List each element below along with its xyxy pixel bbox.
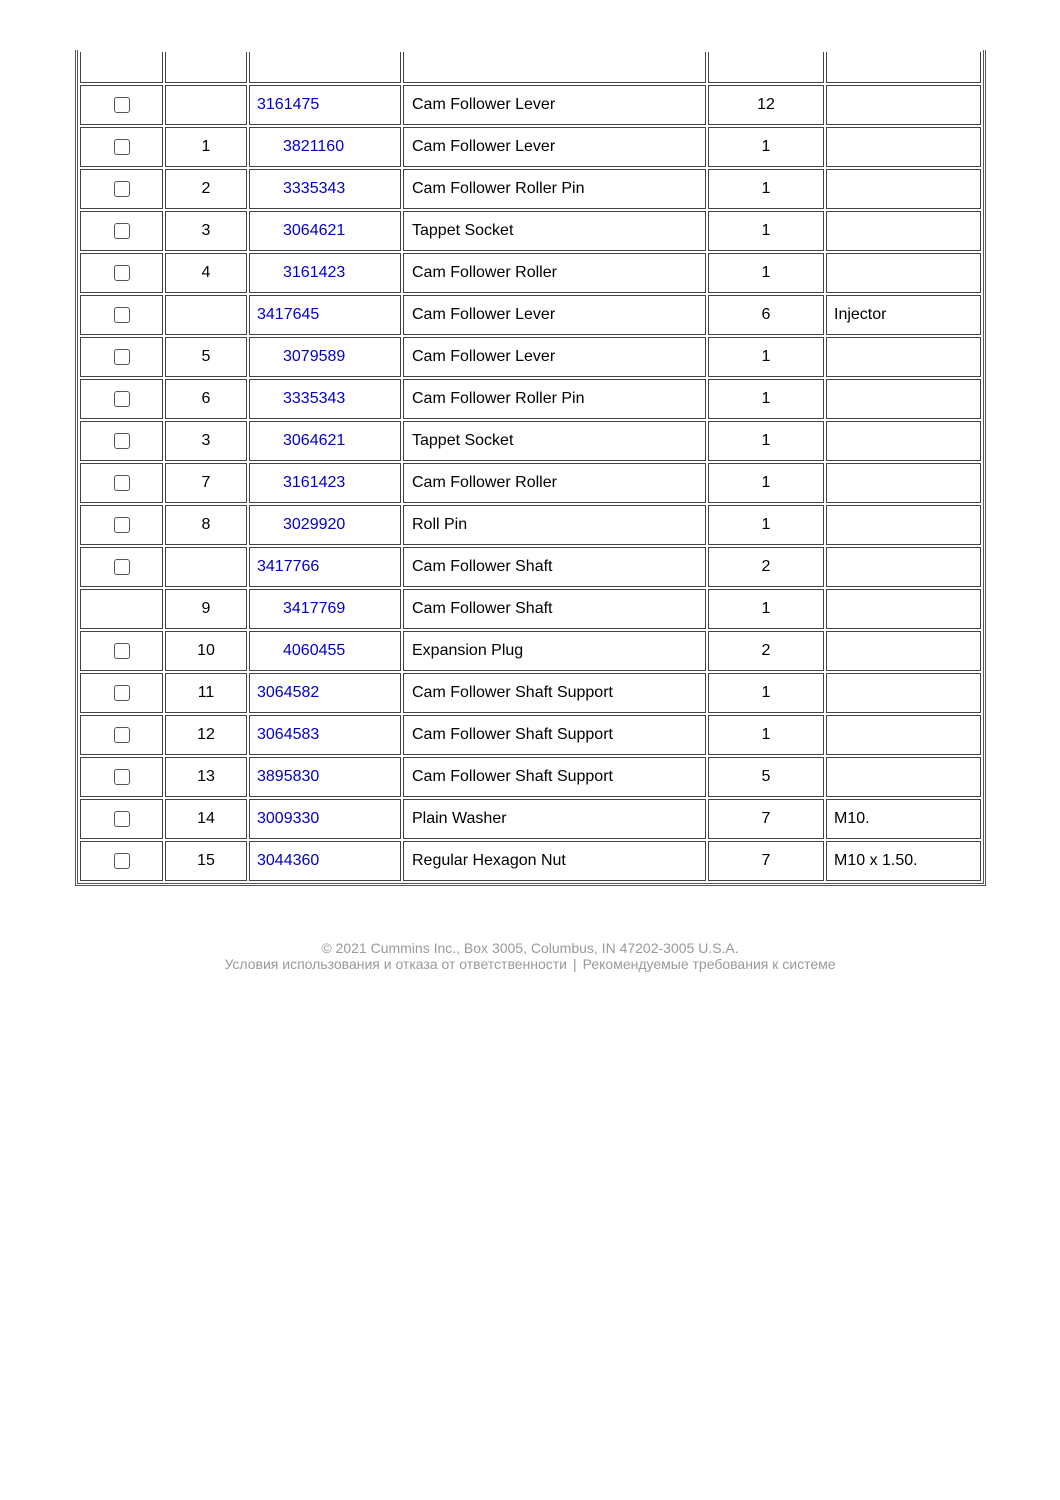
cell-select — [80, 169, 163, 209]
cell-description: Regular Hexagon Nut — [403, 841, 706, 881]
part-number-link[interactable]: 3079589 — [283, 348, 346, 365]
cell-notes — [826, 379, 981, 419]
cell-select — [80, 547, 163, 587]
cell-quantity: 1 — [708, 463, 824, 503]
cell-empty — [249, 52, 401, 83]
cell-quantity: 1 — [708, 253, 824, 293]
cell-ref-number: 7 — [165, 463, 247, 503]
parts-table-container — [75, 50, 986, 886]
table-row — [80, 547, 981, 587]
row-select-checkbox[interactable] — [114, 643, 130, 659]
cell-notes — [826, 463, 981, 503]
table-row — [80, 799, 981, 839]
cell-part-number — [249, 757, 401, 797]
cell-ref-number: 13 — [165, 757, 247, 797]
cell-quantity: 1 — [708, 127, 824, 167]
cell-description: Roll Pin — [403, 505, 706, 545]
cell-select — [80, 463, 163, 503]
cell-part-number — [249, 169, 401, 209]
part-number-link[interactable]: 3161423 — [283, 474, 346, 491]
cell-empty — [403, 52, 706, 83]
cell-select — [80, 211, 163, 251]
cell-description: Tappet Socket — [403, 211, 706, 251]
cell-ref-number: 12 — [165, 715, 247, 755]
terms-link[interactable]: Условия использования и отказа от ответственности — [224, 956, 567, 972]
cell-description: Cam Follower Lever — [403, 127, 706, 167]
table-row — [80, 841, 981, 881]
part-number-link[interactable]: 3064582 — [257, 684, 320, 701]
cell-description: Cam Follower Shaft — [403, 547, 706, 587]
part-number-link[interactable]: 3821160 — [283, 138, 345, 155]
cell-empty — [165, 52, 247, 83]
cell-quantity: 1 — [708, 589, 824, 629]
cell-select — [80, 589, 163, 629]
part-number-link[interactable]: 3064583 — [257, 726, 320, 743]
table-row — [80, 295, 981, 335]
cell-notes — [826, 421, 981, 461]
cell-description: Cam Follower Shaft Support — [403, 757, 706, 797]
cell-part-number — [249, 379, 401, 419]
cell-quantity: 5 — [708, 757, 824, 797]
cell-description: Cam Follower Lever — [403, 295, 706, 335]
table-row — [80, 631, 981, 671]
cell-ref-number — [165, 85, 247, 125]
cell-select — [80, 841, 163, 881]
cell-notes — [826, 715, 981, 755]
system-requirements-link[interactable]: Рекомендуемые требования к системе — [582, 956, 836, 972]
cell-select — [80, 295, 163, 335]
cell-select — [80, 505, 163, 545]
cell-ref-number: 15 — [165, 841, 247, 881]
table-row — [80, 379, 981, 419]
part-number-link[interactable]: 3161475 — [257, 96, 320, 113]
table-row — [80, 715, 981, 755]
cell-description: Cam Follower Shaft — [403, 589, 706, 629]
row-select-checkbox[interactable] — [114, 475, 130, 491]
cell-part-number — [249, 253, 401, 293]
cell-ref-number — [165, 547, 247, 587]
cell-ref-number: 10 — [165, 631, 247, 671]
cell-part-number — [249, 715, 401, 755]
cell-ref-number: 14 — [165, 799, 247, 839]
cell-notes — [826, 211, 981, 251]
row-select-checkbox[interactable] — [114, 223, 130, 239]
cell-ref-number: 2 — [165, 169, 247, 209]
cell-quantity: 2 — [708, 547, 824, 587]
cell-notes — [826, 631, 981, 671]
cell-part-number — [249, 589, 401, 629]
row-select-checkbox[interactable] — [114, 349, 130, 365]
cell-notes — [826, 547, 981, 587]
cell-notes: Injector — [826, 295, 981, 335]
cell-notes: M10. — [826, 799, 981, 839]
cell-description: Expansion Plug — [403, 631, 706, 671]
cell-empty — [708, 52, 824, 83]
parts-table — [78, 50, 983, 883]
cell-empty — [826, 52, 981, 83]
cell-select — [80, 85, 163, 125]
row-select-checkbox[interactable] — [114, 265, 130, 281]
cell-part-number — [249, 673, 401, 713]
cell-ref-number: 9 — [165, 589, 247, 629]
cell-notes — [826, 337, 981, 377]
cell-description: Cam Follower Lever — [403, 337, 706, 377]
cell-quantity: 1 — [708, 169, 824, 209]
cell-part-number — [249, 127, 401, 167]
row-select-checkbox[interactable] — [114, 181, 130, 197]
cell-ref-number: 3 — [165, 211, 247, 251]
table-row — [80, 169, 981, 209]
cell-select — [80, 421, 163, 461]
table-row-continued — [80, 52, 981, 83]
row-select-checkbox[interactable] — [114, 139, 130, 155]
part-number-link[interactable]: 3417645 — [257, 306, 320, 323]
part-number-link[interactable]: 3417766 — [257, 558, 320, 575]
cell-quantity: 1 — [708, 673, 824, 713]
cell-part-number — [249, 463, 401, 503]
footer-links — [0, 956, 1060, 972]
cell-description: Cam Follower Roller Pin — [403, 379, 706, 419]
cell-quantity: 2 — [708, 631, 824, 671]
cell-quantity: 1 — [708, 337, 824, 377]
cell-notes — [826, 505, 981, 545]
table-row — [80, 211, 981, 251]
row-select-checkbox[interactable] — [114, 769, 130, 785]
row-select-checkbox[interactable] — [114, 517, 130, 533]
table-row — [80, 463, 981, 503]
cell-part-number — [249, 421, 401, 461]
cell-quantity: 1 — [708, 421, 824, 461]
table-row — [80, 127, 981, 167]
table-row — [80, 85, 981, 125]
cell-description: Cam Follower Roller — [403, 463, 706, 503]
cell-description: Cam Follower Roller — [403, 253, 706, 293]
cell-select — [80, 757, 163, 797]
cell-notes — [826, 757, 981, 797]
cell-ref-number — [165, 295, 247, 335]
cell-ref-number: 11 — [165, 673, 247, 713]
part-number-link[interactable]: 3064621 — [283, 222, 346, 239]
cell-quantity: 1 — [708, 715, 824, 755]
cell-quantity: 1 — [708, 379, 824, 419]
table-row — [80, 421, 981, 461]
row-select-checkbox[interactable] — [114, 811, 130, 827]
table-row — [80, 673, 981, 713]
cell-quantity: 1 — [708, 211, 824, 251]
table-row — [80, 337, 981, 377]
row-select-checkbox[interactable] — [114, 685, 130, 701]
cell-ref-number: 5 — [165, 337, 247, 377]
page-footer — [0, 940, 1060, 972]
cell-ref-number: 8 — [165, 505, 247, 545]
footer-separator: | — [573, 956, 577, 972]
cell-description: Cam Follower Roller Pin — [403, 169, 706, 209]
part-number-link[interactable]: 4060455 — [283, 642, 346, 659]
cell-notes — [826, 169, 981, 209]
row-select-checkbox[interactable] — [114, 559, 130, 575]
cell-part-number — [249, 547, 401, 587]
row-select-checkbox[interactable] — [114, 97, 130, 113]
cell-description: Plain Washer — [403, 799, 706, 839]
cell-part-number — [249, 85, 401, 125]
table-row — [80, 505, 981, 545]
part-number-link[interactable]: 3064621 — [283, 432, 346, 449]
cell-notes — [826, 127, 981, 167]
table-row — [80, 757, 981, 797]
cell-part-number — [249, 631, 401, 671]
cell-select — [80, 253, 163, 293]
row-select-checkbox[interactable] — [114, 433, 130, 449]
table-row — [80, 589, 981, 629]
cell-part-number — [249, 505, 401, 545]
cell-select — [80, 337, 163, 377]
cell-notes — [826, 589, 981, 629]
cell-notes — [826, 673, 981, 713]
cell-select — [80, 379, 163, 419]
row-select-checkbox[interactable] — [114, 727, 130, 743]
row-select-checkbox[interactable] — [114, 391, 130, 407]
part-number-link[interactable]: 3009330 — [257, 810, 320, 827]
part-number-link[interactable]: 3029920 — [283, 516, 346, 533]
cell-description: Cam Follower Lever — [403, 85, 706, 125]
cell-quantity: 12 — [708, 85, 824, 125]
cell-part-number — [249, 211, 401, 251]
cell-description: Cam Follower Shaft Support — [403, 673, 706, 713]
cell-part-number — [249, 841, 401, 881]
copyright-text: © 2021 Cummins Inc., Box 3005, Columbus, IN 47202-3005 U.S.A. — [321, 940, 739, 956]
cell-select — [80, 715, 163, 755]
cell-description: Cam Follower Shaft Support — [403, 715, 706, 755]
cell-ref-number: 3 — [165, 421, 247, 461]
parts-table-body — [80, 52, 981, 881]
cell-ref-number: 4 — [165, 253, 247, 293]
row-select-checkbox[interactable] — [114, 307, 130, 323]
part-number-link[interactable]: 3335343 — [283, 180, 346, 197]
cell-notes — [826, 85, 981, 125]
cell-notes — [826, 253, 981, 293]
cell-ref-number: 6 — [165, 379, 247, 419]
cell-select — [80, 799, 163, 839]
table-row — [80, 253, 981, 293]
part-number-link[interactable]: 3161423 — [283, 264, 346, 281]
row-select-checkbox[interactable] — [114, 853, 130, 869]
cell-ref-number: 1 — [165, 127, 247, 167]
part-number-link[interactable]: 3895830 — [257, 768, 320, 785]
cell-quantity: 1 — [708, 505, 824, 545]
cell-quantity: 6 — [708, 295, 824, 335]
part-number-link[interactable]: 3044360 — [257, 852, 320, 869]
cell-description: Tappet Socket — [403, 421, 706, 461]
cell-part-number — [249, 337, 401, 377]
cell-quantity: 7 — [708, 799, 824, 839]
cell-quantity: 7 — [708, 841, 824, 881]
cell-notes: M10 x 1.50. — [826, 841, 981, 881]
cell-select — [80, 673, 163, 713]
cell-empty — [80, 52, 163, 83]
cell-select — [80, 631, 163, 671]
cell-part-number — [249, 295, 401, 335]
part-number-link[interactable]: 3335343 — [283, 390, 346, 407]
part-number-link[interactable]: 3417769 — [283, 600, 346, 617]
cell-part-number — [249, 799, 401, 839]
cell-select — [80, 127, 163, 167]
